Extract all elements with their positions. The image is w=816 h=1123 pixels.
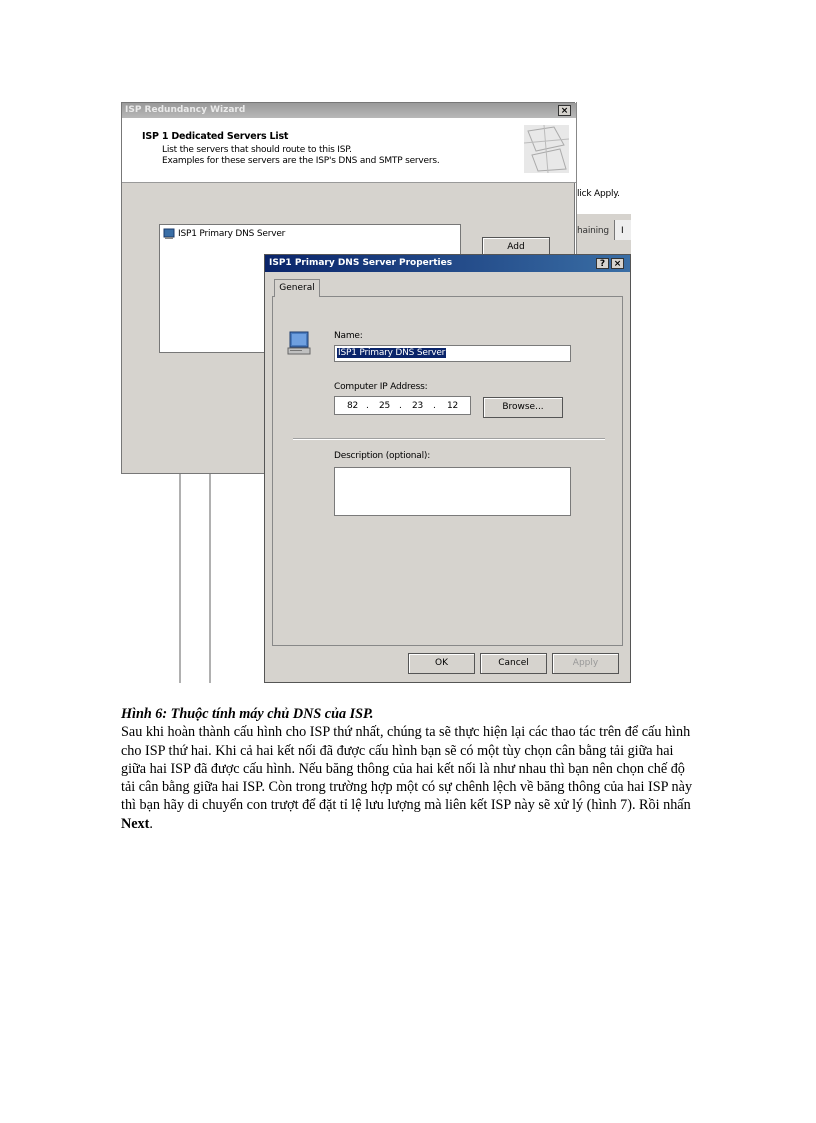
wizard-heading: ISP 1 Dedicated Servers List [142,131,289,142]
apply-button[interactable]: Apply [552,653,619,674]
separator [293,438,605,440]
tab-general[interactable]: General [274,279,320,297]
general-panel [272,296,623,646]
dialog-title: ISP1 Primary DNS Server Properties [269,258,453,268]
wizard-description-2: Examples for these servers are the ISP's DNS and SMTP servers. [162,156,440,166]
name-label: Name: [334,331,363,341]
screenshot-figure [121,102,631,683]
description-input[interactable] [334,467,571,516]
wizard-header [122,118,576,183]
server-properties-dialog [264,254,631,683]
ip-address-input[interactable]: 82 . 25 . 23 . 12 [334,396,471,415]
ip-octet-4: 12 [447,401,459,411]
divider-line [209,474,211,683]
dialog-help-button[interactable]: ? [596,258,609,269]
dialog-title-bar [265,255,630,272]
article-text [121,705,697,833]
background-window-text: lick Apply. [577,189,620,199]
paragraph-main: Sau khi hoàn thành cấu hình cho ISP thứ nhất, chúng ta sẽ thực hiện lại các thao tác trên để cấu hình cho ISP thứ hai. Khi cả hai kết nối đã được cấu hình bạn sẽ có một tùy chọn cân bằng tải giữa hai giữa hai ISP đã được cấu hình. Nếu băng thông của hai kết nối là như nhau thì bạn nên chọn chế độ tải cân bằng giữa hai ISP. Còn trong trường hợp một có sự chênh lệch về băng thông của hai ISP này thì bạn hãy di chuyển con trượt để đặt tỉ lệ lưu lượng mà liên kết ISP này sẽ xử lý (hình 7). Rồi nhấn [121,724,693,814]
background-tab[interactable]: haining [577,226,609,236]
paragraph-bold-next: Next [121,815,150,832]
list-item[interactable]: ISP1 Primary DNS Server [178,229,286,239]
name-input[interactable] [334,345,571,362]
ip-octet-2: 25 [379,401,391,411]
ok-button[interactable]: OK [408,653,475,674]
browse-button[interactable]: Browse... [483,397,563,418]
server-icon [163,228,175,240]
computer-icon [287,330,313,356]
wizard-title: ISP Redundancy Wizard [125,105,246,115]
wizard-header-graphic-icon [524,125,569,173]
ip-octet-3: 23 [412,401,424,411]
paragraph-end: . [149,815,153,832]
background-tab-2[interactable]: I [621,226,624,236]
ip-label: Computer IP Address: [334,382,428,392]
description-label: Description (optional): [334,451,431,461]
wizard-description-1: List the servers that should route to this ISP. [162,145,352,155]
dialog-close-button[interactable]: × [611,258,624,269]
name-input-value: ISP1 Primary DNS Server [338,348,446,358]
cancel-button[interactable]: Cancel [480,653,547,674]
figure-caption: Hình 6: Thuộc tính máy chủ DNS của ISP. [121,706,374,722]
wizard-title-bar [122,103,576,118]
divider-line [179,474,181,683]
article-paragraph [121,723,697,833]
wizard-close-button[interactable]: × [558,105,571,116]
ip-octet-1: 82 [347,401,359,411]
add-button[interactable]: Add [482,237,550,257]
